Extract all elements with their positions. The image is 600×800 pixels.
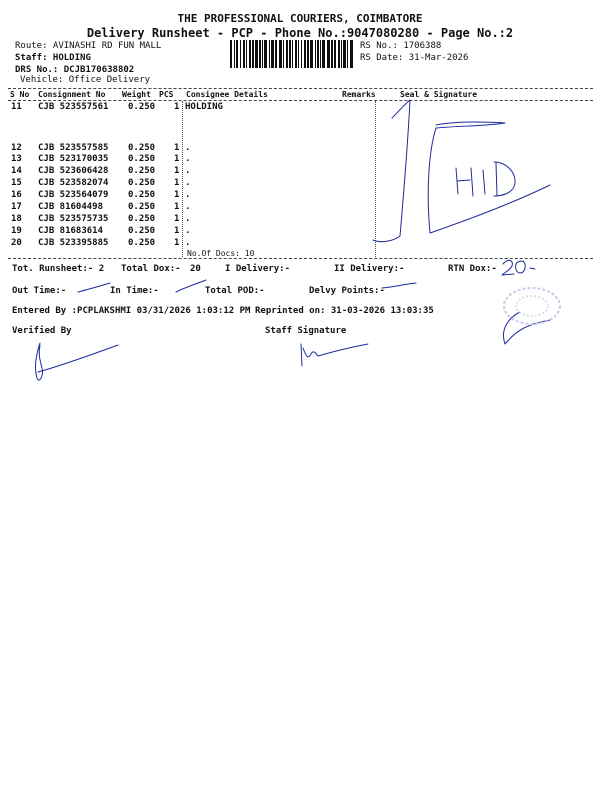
row-sno: 13	[11, 154, 22, 164]
row-sno: 18	[11, 214, 22, 224]
tot-runsheet: Tot. Runsheet:- 2	[12, 264, 105, 274]
row-consignment: CJB 523582074	[38, 178, 109, 188]
verified-signature	[36, 343, 118, 380]
staff-signature	[301, 344, 368, 366]
entered-by: Entered By :PCPLAKSHMI 03/31/2026 1:03:12 PM	[12, 306, 251, 316]
rtn-dox-handwritten-20	[502, 260, 535, 275]
in-time: In Time:-	[110, 286, 159, 296]
rtn-dox: RTN Dox:-	[448, 264, 497, 274]
row-pcs: 1	[174, 178, 180, 188]
no-of-docs: No.Of Docs: 10	[187, 249, 255, 258]
row-sno: 17	[11, 202, 22, 212]
row-consignee: .	[185, 154, 191, 164]
reprinted-on: Reprinted on: 31-03-2026 13:03:35	[255, 306, 434, 316]
out-time-tick-stroke	[78, 283, 110, 292]
row-weight: 0.250	[128, 102, 156, 112]
seal-loop-stroke	[428, 122, 550, 233]
i-delivery: I Delivery:-	[225, 264, 291, 274]
row-weight: 0.250	[128, 226, 156, 236]
row-pcs: 1	[174, 102, 180, 112]
row-consignment: CJB 523557585	[38, 143, 109, 153]
row-pcs: 1	[174, 202, 180, 212]
col-header-seal-signature: Seal & Signature	[400, 90, 478, 99]
row-weight: 0.250	[128, 178, 156, 188]
row-weight: 0.250	[128, 202, 156, 212]
row-pcs: 1	[174, 238, 180, 248]
drs-number: DRS No.: DCJB170638802	[15, 65, 135, 75]
row-consignment: CJB 523395885	[38, 238, 109, 248]
in-time-tick-stroke	[176, 280, 206, 292]
row-consignee: .	[185, 178, 191, 188]
route-label: Route: AVINASHI RD FUN MALL	[15, 41, 162, 51]
total-dox-label: Total Dox:-	[121, 264, 181, 274]
row-sno: 19	[11, 226, 22, 236]
row-consignee: .	[185, 190, 191, 200]
row-consignee: .	[185, 226, 191, 236]
row-pcs: 1	[174, 190, 180, 200]
staff-signature-label: Staff Signature	[265, 326, 347, 336]
row-weight: 0.250	[128, 143, 156, 153]
seal-bracket-stroke	[373, 100, 410, 242]
row-consignee: .	[185, 214, 191, 224]
row-consignee: .	[185, 166, 191, 176]
row-consignee: .	[185, 143, 191, 153]
row-consignment: CJB 81604498	[38, 202, 104, 212]
row-consignment: CJB 523564079	[38, 190, 109, 200]
row-sno: 16	[11, 190, 22, 200]
col-header-sno: S No	[10, 90, 30, 99]
row-sno: 15	[11, 178, 22, 188]
row-sno: 20	[11, 238, 22, 248]
runsheet-subtitle: Delivery Runsheet - PCP - Phone No.:9047080280 - Page No.:2	[86, 26, 514, 40]
row-pcs: 1	[174, 226, 180, 236]
row-sno: 12	[11, 143, 22, 153]
hid-handwriting	[456, 162, 515, 196]
row-consignee: HOLDING	[185, 102, 223, 112]
row-consignment: CJB 523575735	[38, 214, 109, 224]
col-header-consignee: Consignee Details	[186, 90, 268, 99]
row-sno: 14	[11, 166, 22, 176]
row-consignee: .	[185, 202, 191, 212]
ii-delivery: II Delivery:-	[334, 264, 405, 274]
row-weight: 0.250	[128, 154, 156, 164]
company-title: THE PROFESSIONAL COURIERS, COIMBATORE	[177, 12, 423, 25]
staff-label: Staff: HOLDING	[15, 53, 91, 63]
col-header-remarks: Remarks	[342, 90, 376, 99]
out-time: Out Time:-	[12, 286, 67, 296]
col-header-weight: Weight	[122, 90, 151, 99]
row-consignee: .	[185, 238, 191, 248]
verified-by-label: Verified By	[12, 326, 72, 336]
row-weight: 0.250	[128, 238, 156, 248]
delvy-points-stroke	[382, 283, 416, 288]
row-consignment: CJB 523170035	[38, 154, 109, 164]
col-header-consignment: Consignment No	[38, 90, 106, 99]
row-pcs: 1	[174, 166, 180, 176]
delvy-points: Delvy Points:-	[309, 286, 385, 296]
row-weight: 0.250	[128, 166, 156, 176]
rs-date: RS Date: 31-Mar-2026	[360, 53, 469, 63]
col-header-pcs: PCS	[159, 90, 174, 99]
total-dox-value: 20	[190, 264, 201, 274]
stamp-mark	[496, 282, 568, 330]
row-consignment: CJB 523557561	[38, 102, 109, 112]
row-weight: 0.250	[128, 214, 156, 224]
row-pcs: 1	[174, 143, 180, 153]
row-consignment: CJB 523606428	[38, 166, 109, 176]
row-consignment: CJB 81683614	[38, 226, 104, 236]
row-sno: 11	[11, 102, 22, 112]
total-pod: Total POD:-	[205, 286, 265, 296]
row-weight: 0.250	[128, 190, 156, 200]
row-pcs: 1	[174, 214, 180, 224]
row-pcs: 1	[174, 154, 180, 164]
vehicle-label: Vehicle: Office Delivery	[20, 75, 151, 85]
rs-number: RS No.: 1706388	[360, 41, 442, 51]
